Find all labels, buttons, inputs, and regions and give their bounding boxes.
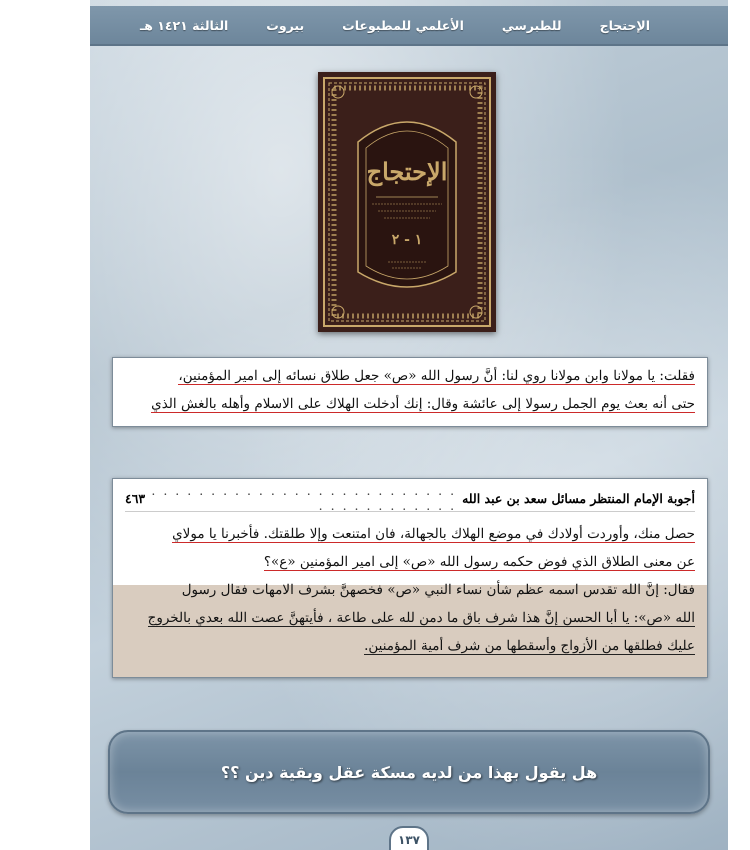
excerpt1-line-2: حتى أنه بعث يوم الجمل رسولا إلى عائشة وقال: إنك أدخلت الهلاك على الاسلام وأهله بالغش الذي: [151, 396, 695, 412]
book-cover-volume: ١ - ٢: [391, 232, 423, 248]
excerpt-box-1: [112, 357, 708, 427]
page-number-tab: [389, 826, 429, 850]
excerpt2-line-5: عليك فطلقها من الأزواج وأسقطها من شرف أمية المؤمنين.: [364, 638, 695, 654]
page-background: [90, 0, 728, 850]
leader-dots: . . . . . . . . . . . . . . . . . . . . . . . . . . . . . . . . . . . . . .: [151, 483, 457, 513]
excerpt-box-2: [112, 478, 708, 678]
excerpt2-line-4: الله «ص»: يا أبا الحسن إنَّ هذا شرف باق ما دمن لله على طاعة ، فأيتهنَّ عصت الله بعدي بالخروج: [147, 610, 695, 626]
book-cover-image: [318, 72, 496, 332]
header-city: بيروت: [266, 17, 305, 33]
question-banner: [108, 730, 710, 814]
running-head-title: أجوبة الإمام المنتظر مسائل سعد بن عبد الله: [462, 490, 695, 506]
header-publisher: الأعلمي للمطبوعات: [342, 17, 464, 33]
header-book-title: الإحتجاج: [599, 17, 650, 33]
running-head: [125, 485, 695, 512]
excerpt2-line-2: عن معنى الطلاق الذي فوض حكمه رسول الله «ص» إلى امير المؤمنين «ع»؟: [263, 554, 695, 570]
banner-text: هل يقول بهذا من لديه مسكة عقل وبقية دين ؟؟: [220, 762, 598, 782]
running-head-page: ٤٦٣: [125, 490, 146, 506]
excerpt2-line-3: فقال: إنَّ الله تقدس اسمه عظم شأن نساء النبي «ص» فخصهنَّ بشرف الامهات فقال رسول: [181, 582, 695, 598]
header-bar: [90, 6, 728, 46]
header-edition: الثالثة ١٤٢١ هـ: [140, 17, 229, 33]
book-cover-title: الإحتجاج: [366, 157, 448, 186]
excerpt1-line-1: فقلت: يا مولانا وابن مولانا روي لنا: أنَّ رسول الله «ص» جعل طلاق نسائه إلى امير المؤمنين،: [178, 368, 695, 384]
header-author: للطبرسي: [501, 17, 562, 33]
page-number: ١٣٧: [398, 833, 420, 847]
excerpt2-line-1: حصل منك، وأوردت أولادك في موضع الهلاك بالجهالة، فان امتنعت وإلا طلقتك. فأخبرنا يا مولاي: [172, 526, 695, 542]
